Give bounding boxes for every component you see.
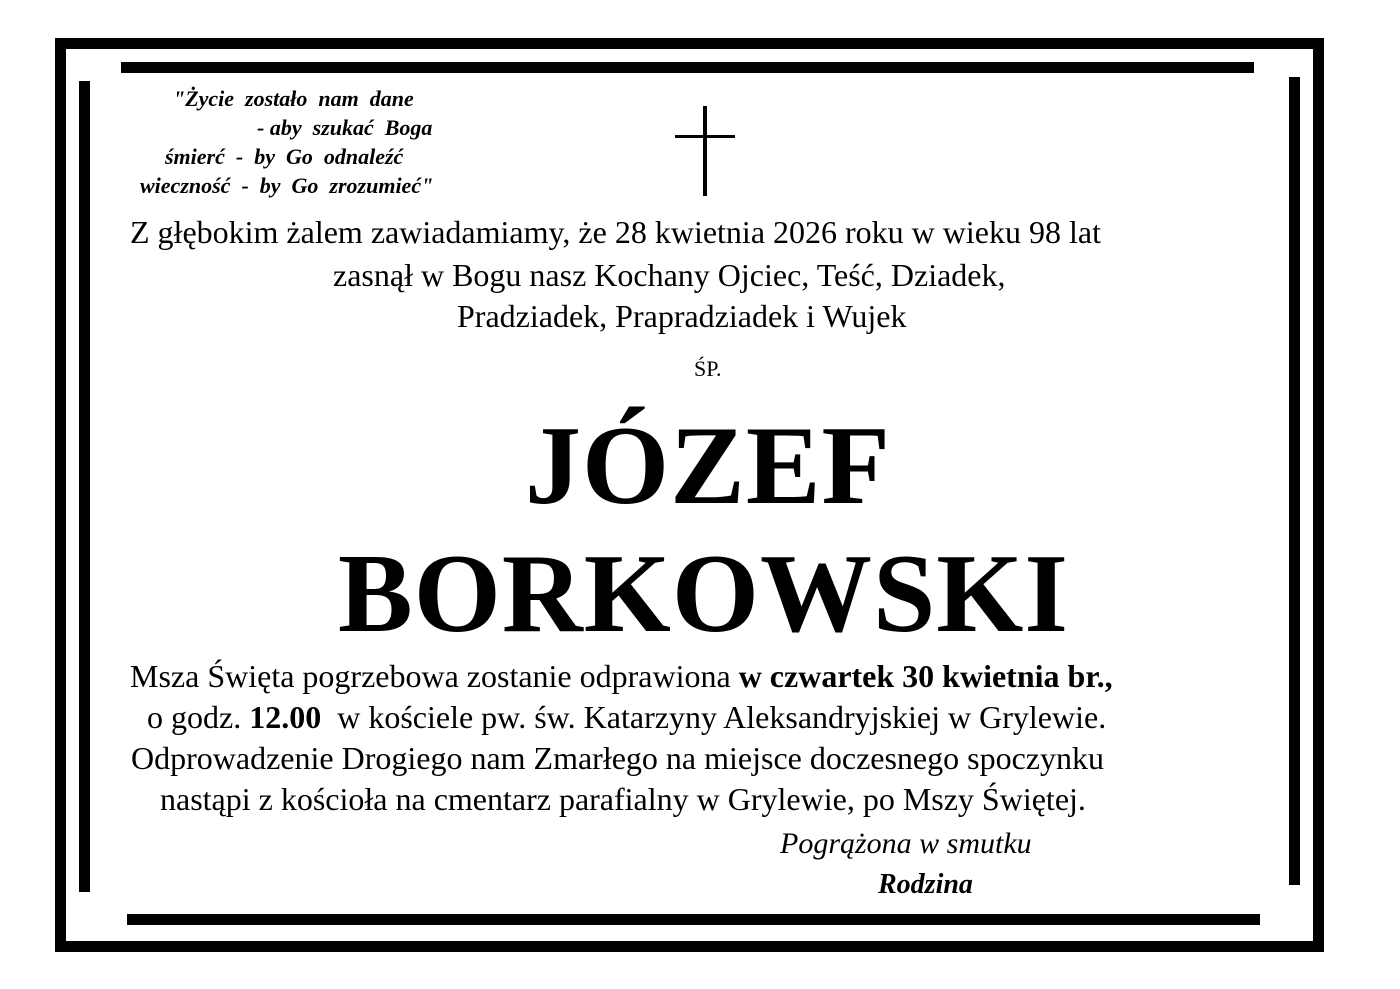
funeral-time: 12.00 xyxy=(249,699,322,735)
top-border-bar xyxy=(121,62,1254,73)
motto-quote xyxy=(140,84,500,200)
motto-line: śmierć - by Go odnaleźć xyxy=(165,144,404,169)
funeral-info-line: Odprowadzenie Drogiego nam Zmarłego na miejsce doczesnego spoczynku xyxy=(131,740,1104,776)
bottom-border-bar xyxy=(127,914,1260,925)
announcement-line: zasnął w Bogu nasz Kochany Ojciec, Teść, Dziadek, xyxy=(333,257,1006,293)
signature-line: Pogrążona w smutku xyxy=(780,827,1032,860)
motto-line: - aby szukać Boga xyxy=(257,115,433,140)
funeral-info-line xyxy=(147,699,1106,736)
funeral-text: o godz. xyxy=(147,699,250,735)
funeral-text: Msza Święta pogrzebowa zostanie odprawiona xyxy=(130,658,739,694)
funeral-info-line: nastąpi z kościoła na cmentarz parafialny w Grylewie, po Mszy Świętej. xyxy=(160,781,1086,817)
signature-family: Rodzina xyxy=(878,869,973,900)
deceased-first-name: JÓZEF xyxy=(525,404,891,528)
funeral-date: w czwartek 30 kwietnia br., xyxy=(738,658,1113,694)
right-border-bar xyxy=(1289,77,1300,885)
funeral-info-line xyxy=(130,658,1113,695)
deceased-last-name: BORKOWSKI xyxy=(338,532,1069,656)
motto-line: wieczność - by Go zrozumieć" xyxy=(140,173,434,198)
motto-line: "Życie zostało nam dane xyxy=(173,86,414,111)
left-border-bar xyxy=(79,81,90,892)
announcement-line: Pradziadek, Prapradziadek i Wujek xyxy=(457,298,907,334)
cross-icon xyxy=(675,106,735,196)
honorific: ŚP. xyxy=(694,356,722,381)
funeral-text: w kościele pw. św. Katarzyny Aleksandryjskiej w Grylewie. xyxy=(321,699,1107,735)
announcement-line: Z głębokim żalem zawiadamiamy, że 28 kwietnia 2026 roku w wieku 98 lat xyxy=(130,214,1101,250)
